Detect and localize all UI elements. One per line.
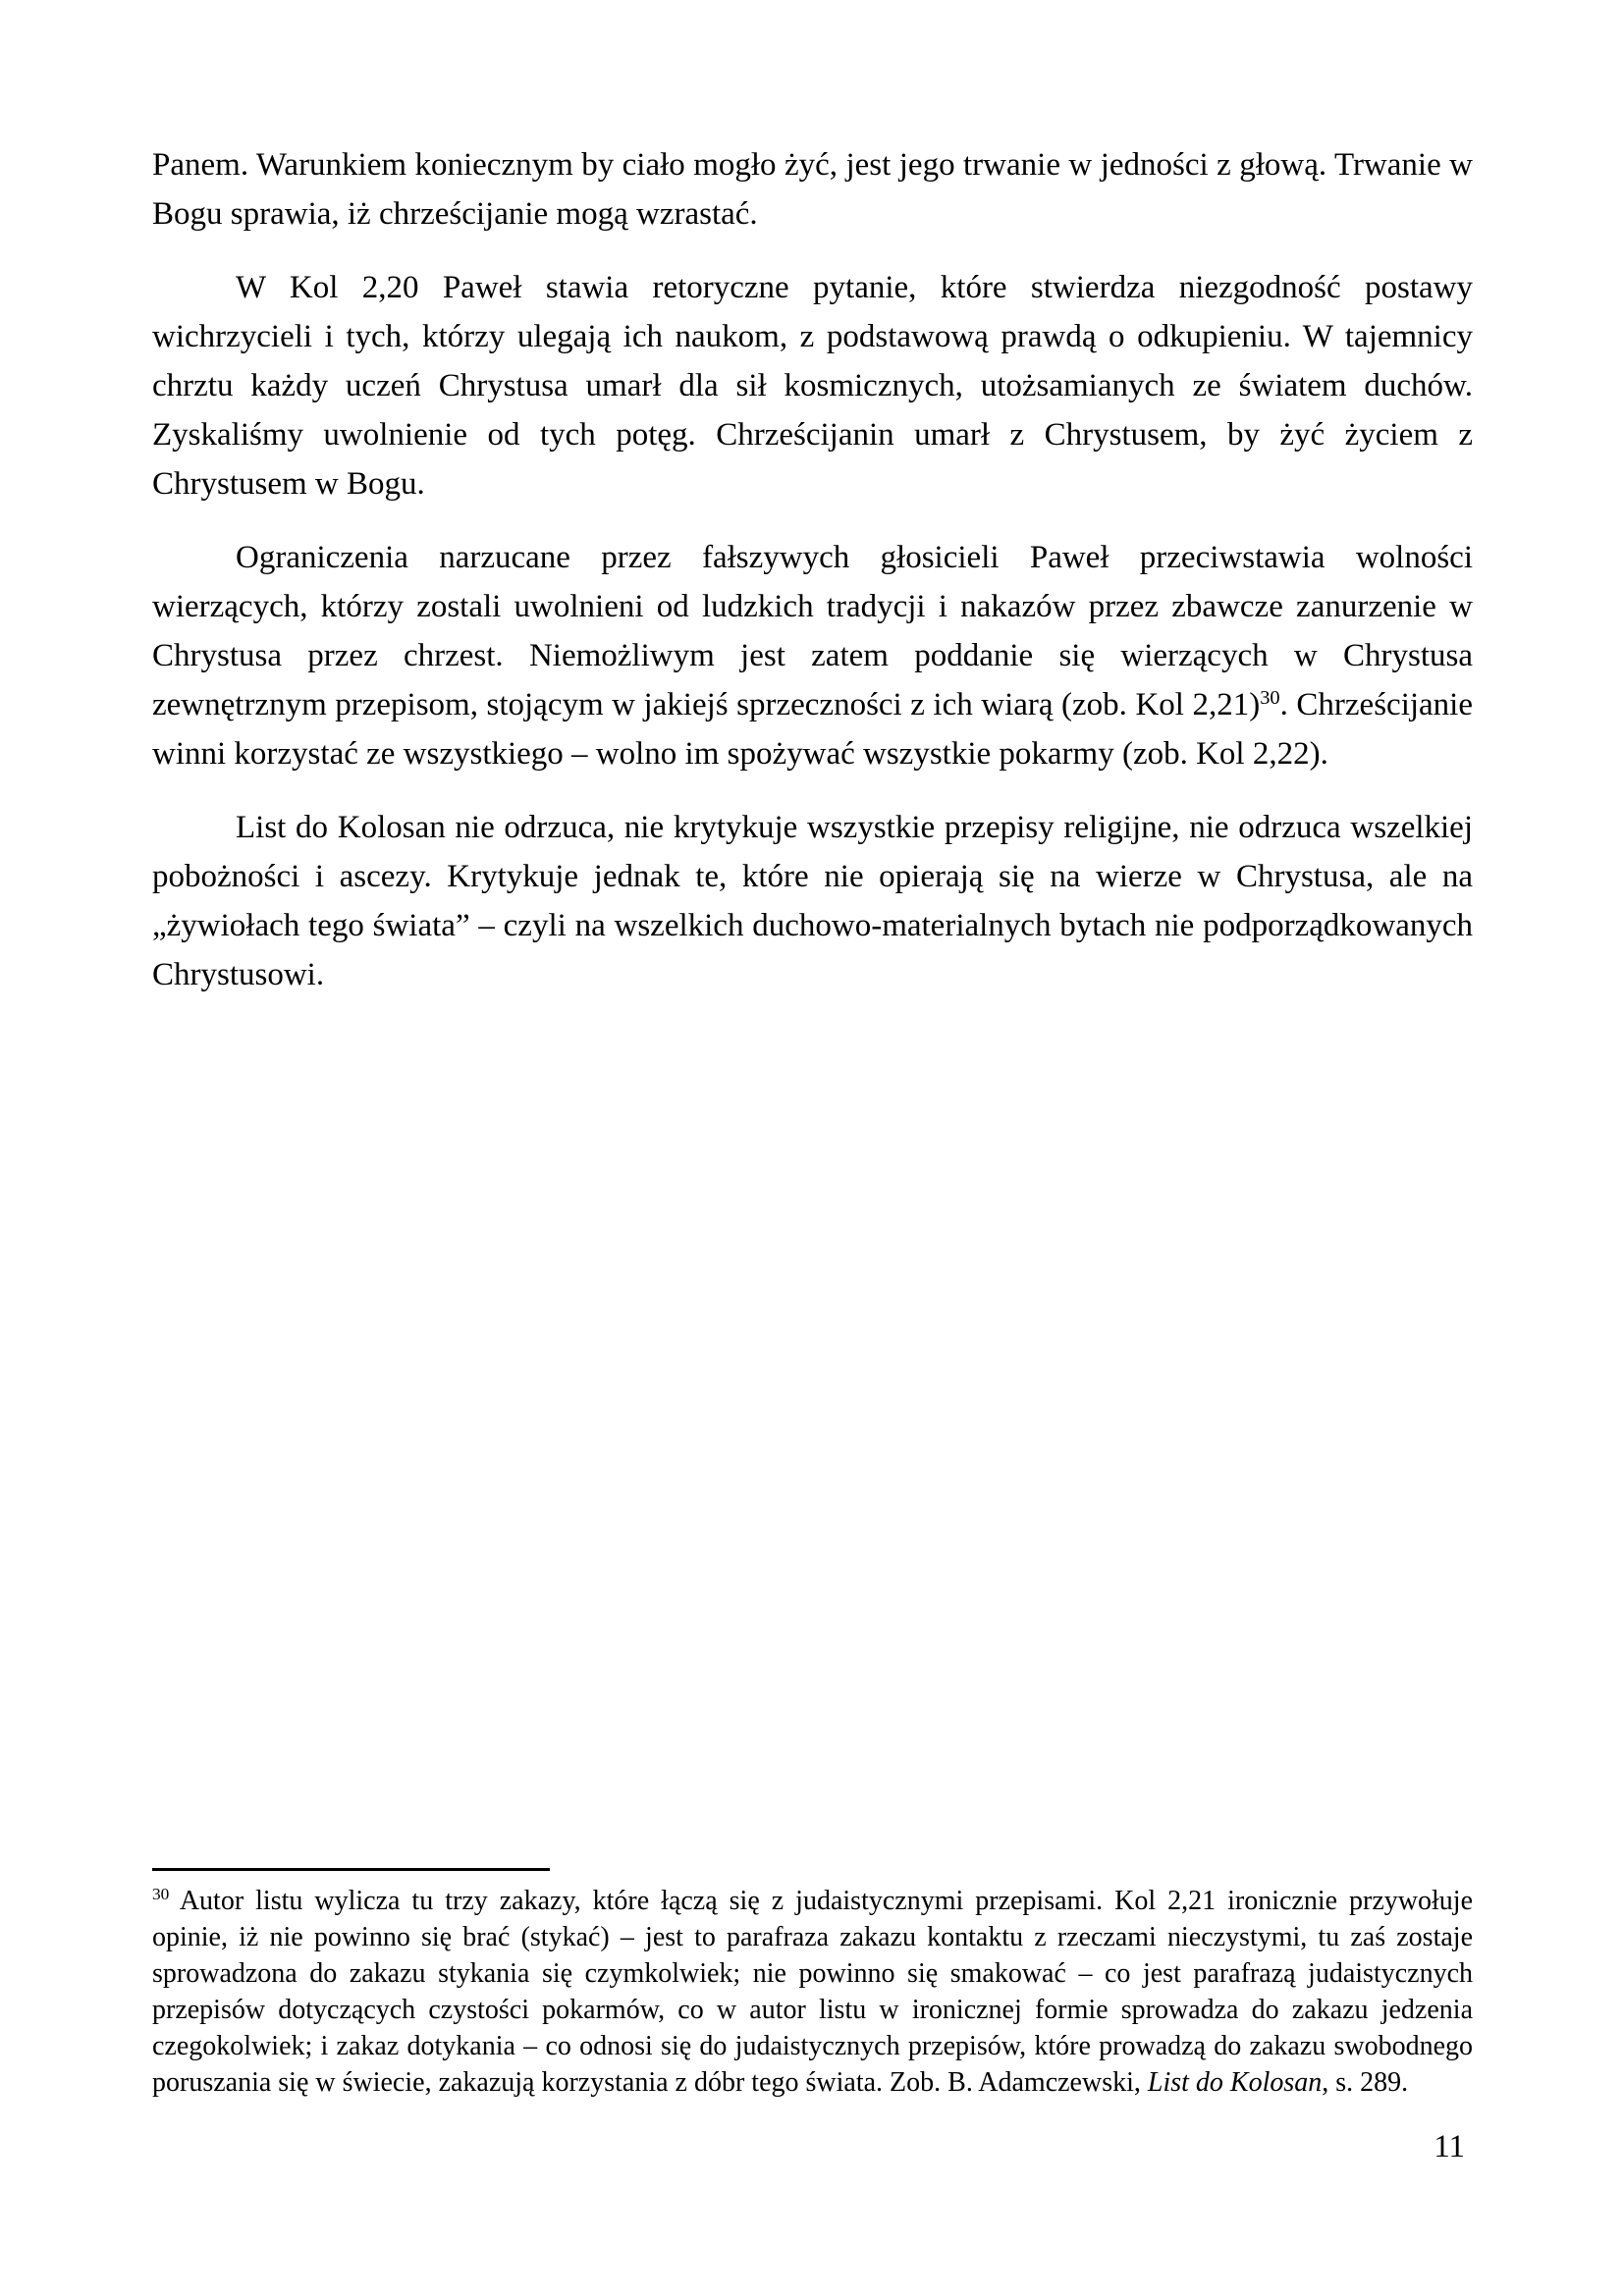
body-paragraph <box>152 803 1473 999</box>
page-number: 11 <box>1434 2129 1465 2164</box>
text-segment-normal: List do Kolosan nie odrzuca, nie krytykuje wszystkie przepisy religijne, nie odrzuca wszelkiej pobożności i ascezy. Krytykuje jednak te, które nie opierają się na wierze w Chrystusa, ale na „żywiołach tego świata” – czyli na wszelkich duchowo-materialnych bytach nie podporządkowanych Chrystusowi. <box>152 810 1473 992</box>
text-segment-normal: , s. 289. <box>1322 2067 1409 2098</box>
body-paragraph <box>152 533 1473 778</box>
text-segment-normal: Autor listu wylicza tu trzy zakazy, które łączą się z judaistycznymi przepisami. Kol 2,21 ironicznie przywołuje opinie, iż nie powinno się brać (stykać) – jest to parafraza zakazu kontaktu z rzeczami nieczystymi, tu zaś zostaje sprowadzona do zakazu stykania się czymkolwiek; nie powinno się smakować – co jest parafrazą judaistycznych przepisów dotyczących czystości pokarmów, co w autor listu w ironicznej formie sprowadza do zakazu jedzenia czegokolwiek; i zakaz dotykania – co odnosi się do judaistycznych przepisów, które prowadzą do zakazu swobodnego poruszania się w świecie, zakazują korzystania z dóbr tego świata. Zob. B. Adamczewski, <box>152 1886 1473 2098</box>
footnote-area <box>152 1868 1473 2101</box>
text-segment-sup: 30 <box>1260 686 1280 709</box>
footnote-separator <box>152 1868 550 1871</box>
text-segment-normal: . Chrześcijanie winni korzystać ze wszystkiego – wolno im spożywać wszystkie pokarmy (zob. Kol 2,22). <box>152 687 1473 772</box>
text-segment-normal: Panem. Warunkiem koniecznym by ciało mogło żyć, jest jego trwanie w jedności z głową. Trwanie w Bogu sprawia, iż chrześcijanie mogą wzrastać. <box>152 147 1473 232</box>
footnote-marker: 30 <box>152 1885 170 1904</box>
body-text <box>152 140 1473 1024</box>
body-paragraph <box>152 140 1473 239</box>
text-segment-italic: List do Kolosan <box>1147 2067 1323 2098</box>
text-segment-normal: Ograniczenia narzucane przez fałszywych głosicieli Paweł przeciwstawia wolności wierzących, którzy zostali uwolnieni od ludzkich tradycji i nakazów przez zbawcze zanurzenie w Chrystusa przez chrzest. Niemożliwym jest zatem poddanie się wierzących w Chrystusa zewnętrznym przepisom, stojącym w jakiejś sprzeczności z ich wiarą (zob. Kol 2,21) <box>152 540 1473 722</box>
body-paragraph <box>152 263 1473 508</box>
footnote <box>152 1883 1473 2101</box>
text-segment-normal: W Kol 2,20 Paweł stawia retoryczne pytanie, które stwierdza niezgodność postawy wichrzycieli i tych, którzy ulegają ich naukom, z podstawową prawdą o odkupieniu. W tajemnicy chrztu każdy uczeń Chrystusa umarł dla sił kosmicznych, utożsamianych ze światem duchów. Zyskaliśmy uwolnienie od tych potęg. Chrześcijanin umarł z Chrystusem, by żyć życiem z Chrystusem w Bogu. <box>152 270 1473 502</box>
